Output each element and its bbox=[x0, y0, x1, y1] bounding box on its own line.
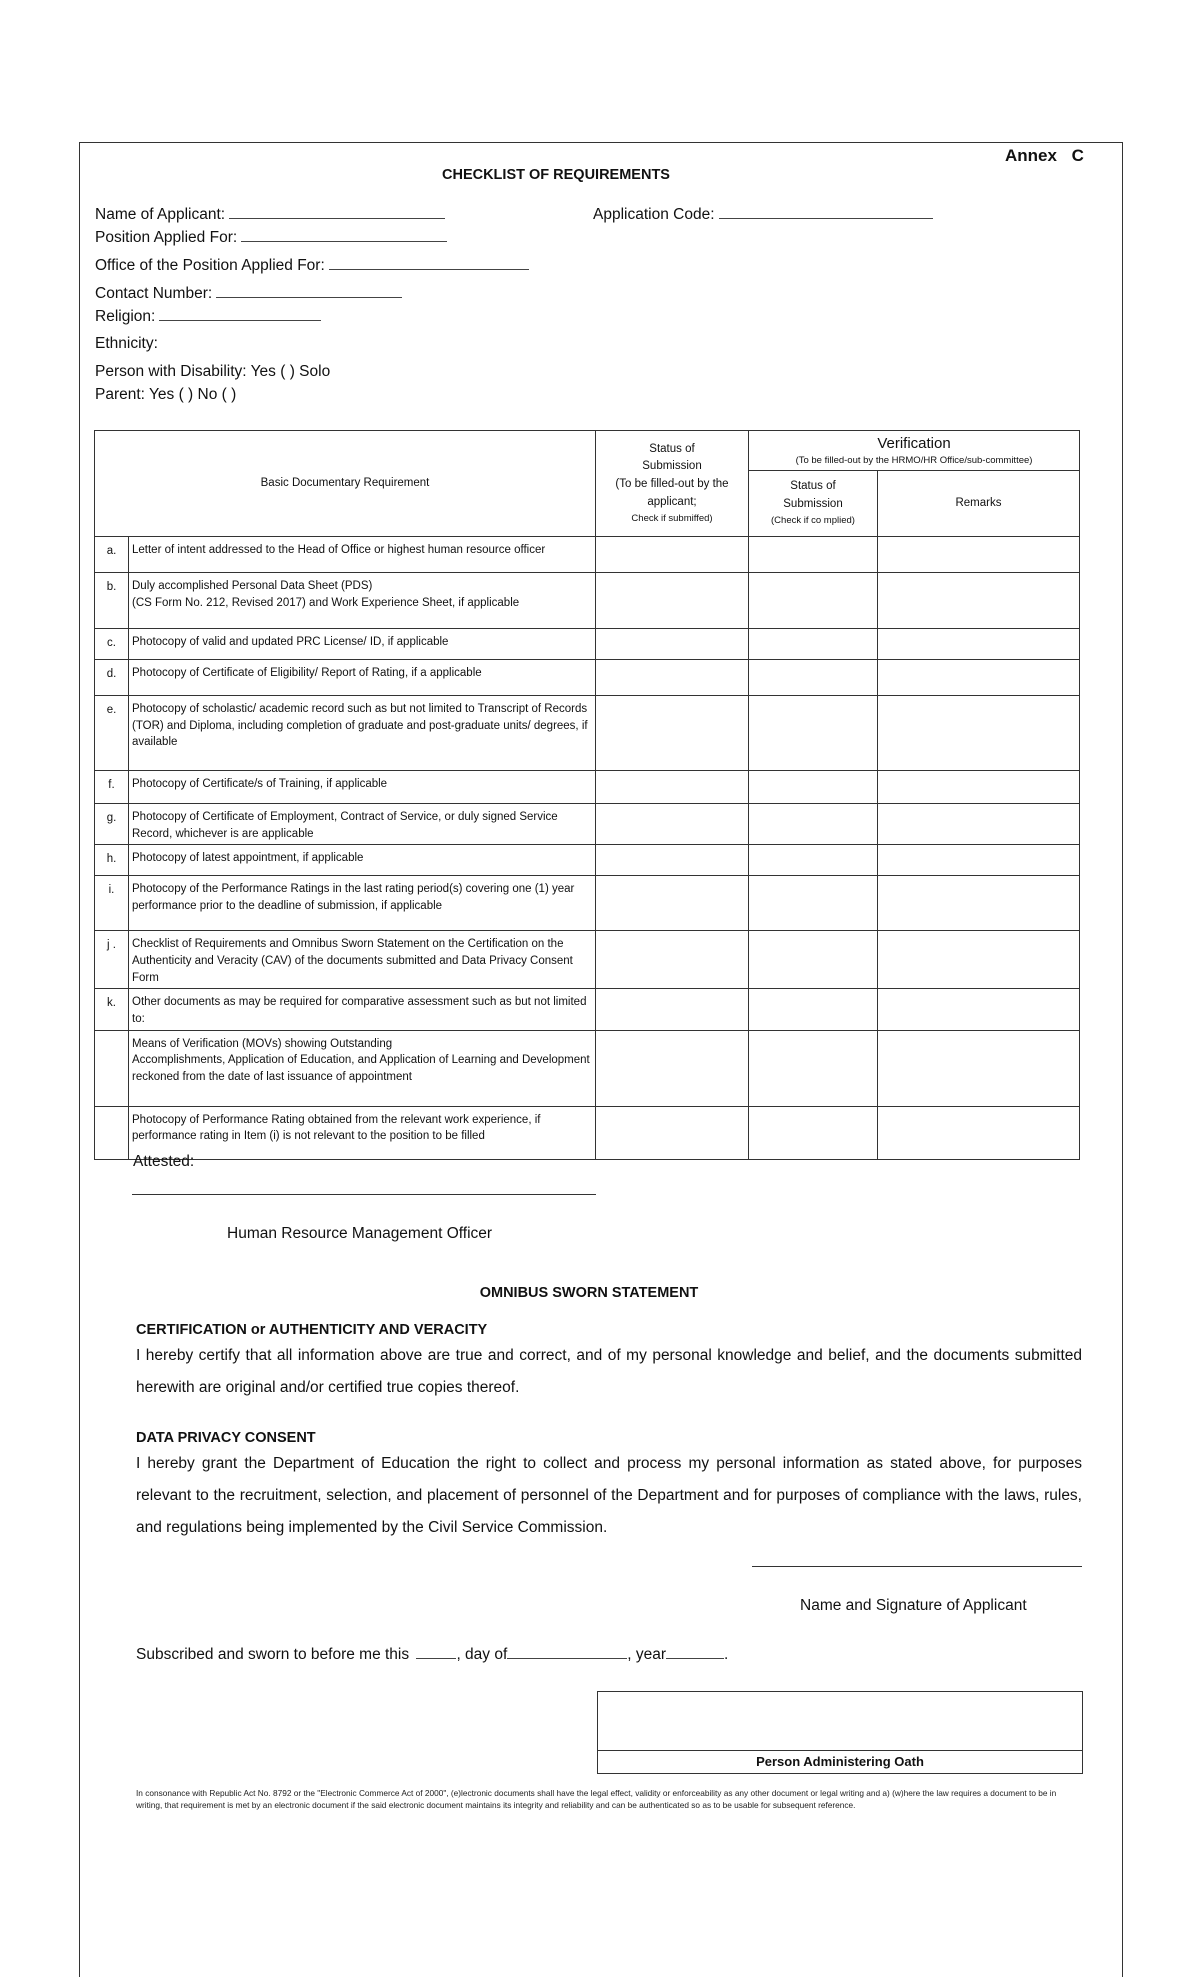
remarks-cell[interactable] bbox=[878, 537, 1080, 573]
row-letter: i. bbox=[95, 876, 129, 931]
applicant-signature-label: Name and Signature of Applicant bbox=[800, 1597, 1027, 1614]
hr-status-cell[interactable] bbox=[749, 989, 878, 1030]
remarks-cell[interactable] bbox=[878, 845, 1080, 876]
remarks-cell[interactable] bbox=[878, 696, 1080, 771]
applicant-status-cell[interactable] bbox=[596, 696, 749, 771]
omnibus-title: OMNIBUS SWORN STATEMENT bbox=[479, 1285, 699, 1301]
table-row bbox=[95, 629, 1080, 660]
applicant-status-cell[interactable] bbox=[596, 537, 749, 573]
position-applied-label: Position Applied For: bbox=[95, 229, 238, 246]
application-code-label: Application Code: bbox=[593, 206, 715, 223]
contact-number-line[interactable] bbox=[216, 296, 402, 298]
hr-status-cell[interactable] bbox=[749, 629, 878, 660]
col-status-header: Status of Submission (To be filled-out by the applicant; Check if submiffed) bbox=[596, 431, 749, 537]
applicant-status-cell[interactable] bbox=[596, 1030, 749, 1106]
pwd-field[interactable]: Person with Disability: Yes ( ) Solo bbox=[95, 363, 331, 380]
row-requirement-text: Photocopy of scholastic/ academic record such as but not limited to Transcript of Records (TOR) and Diploma, including completion of graduate and post-graduate units/ degrees, if available bbox=[129, 696, 596, 771]
table-row bbox=[95, 845, 1080, 876]
remarks-cell[interactable] bbox=[878, 804, 1080, 845]
row-requirement-text: Means of Verification (MOVs) showing Outstanding Accomplishments, Application of Education, and Application of Learning and Development reckoned from the date of last issuance of appointment bbox=[129, 1030, 596, 1106]
row-letter: b. bbox=[95, 573, 129, 629]
row-requirement-text: Photocopy of Certificate of Eligibility/ Report of Rating, if a applicable bbox=[129, 660, 596, 696]
application-code-line[interactable] bbox=[719, 217, 933, 219]
table-row bbox=[95, 1106, 1080, 1159]
oath-box[interactable] bbox=[597, 1691, 1083, 1774]
table-header-row bbox=[95, 431, 1080, 471]
sworn-statement-line bbox=[136, 1646, 728, 1664]
oath-label: Person Administering Oath bbox=[598, 1750, 1082, 1773]
remarks-cell[interactable] bbox=[878, 1030, 1080, 1106]
sworn-text-c: , year bbox=[627, 1646, 667, 1663]
applicant-status-cell[interactable] bbox=[596, 804, 749, 845]
hr-status-cell[interactable] bbox=[749, 660, 878, 696]
remarks-cell[interactable] bbox=[878, 1106, 1080, 1159]
sworn-day-blank[interactable] bbox=[416, 1657, 456, 1659]
verification-header: Verification (To be filled-out by the HRMO/HR Office/sub-committee) bbox=[749, 431, 1080, 471]
remarks-cell[interactable] bbox=[878, 771, 1080, 804]
applicant-status-cell[interactable] bbox=[596, 845, 749, 876]
sworn-text-b: , day of bbox=[456, 1646, 508, 1663]
religion-line[interactable] bbox=[159, 319, 321, 321]
position-applied-field[interactable] bbox=[95, 229, 447, 247]
office-field[interactable] bbox=[95, 257, 529, 275]
sworn-text-d: . bbox=[724, 1646, 729, 1663]
row-requirement-text: Photocopy of latest appointment, if applicable bbox=[129, 845, 596, 876]
religion-label: Religion: bbox=[95, 308, 156, 325]
table-row bbox=[95, 931, 1080, 989]
annex-label: Annex C bbox=[1005, 146, 1084, 165]
religion-field[interactable] bbox=[95, 308, 321, 326]
hr-status-cell[interactable] bbox=[749, 573, 878, 629]
hr-status-cell[interactable] bbox=[749, 876, 878, 931]
table-row bbox=[95, 876, 1080, 931]
table-row bbox=[95, 989, 1080, 1030]
office-line[interactable] bbox=[329, 268, 529, 270]
hr-status-cell[interactable] bbox=[749, 696, 878, 771]
applicant-status-cell[interactable] bbox=[596, 931, 749, 989]
applicant-status-cell[interactable] bbox=[596, 989, 749, 1030]
contact-number-field[interactable] bbox=[95, 285, 402, 303]
page-title: CHECKLIST OF REQUIREMENTS bbox=[442, 167, 670, 183]
hr-status-cell[interactable] bbox=[749, 804, 878, 845]
col-requirement-header: Basic Documentary Requirement bbox=[95, 431, 596, 537]
ethnicity-label: Ethnicity: bbox=[95, 335, 158, 352]
applicant-status-cell[interactable] bbox=[596, 629, 749, 660]
solo-parent-field[interactable]: Parent: Yes ( ) No ( ) bbox=[95, 386, 237, 403]
row-requirement-text: Letter of intent addressed to the Head of Office or highest human resource officer bbox=[129, 537, 596, 573]
requirements-table bbox=[94, 430, 1080, 1160]
privacy-text: I hereby grant the Department of Education the right to collect and process my personal information as stated above, for purposes relevant to the recruitment, selection, and placement of personnel of the Department and for purposes of compliance with the laws, rules, and regulations being implemented by the Civil Service Commission. bbox=[136, 1455, 1082, 1536]
applicant-status-cell[interactable] bbox=[596, 876, 749, 931]
table-row bbox=[95, 573, 1080, 629]
row-letter: e. bbox=[95, 696, 129, 771]
certification-heading: CERTIFICATION or AUTHENTICITY AND VERACITY bbox=[136, 1322, 488, 1338]
row-letter: d. bbox=[95, 660, 129, 696]
row-requirement-text: Photocopy of Certificate of Employment, Contract of Service, or duly signed Service Record, whichever is are applicable bbox=[129, 804, 596, 845]
hr-status-cell[interactable] bbox=[749, 1106, 878, 1159]
remarks-cell[interactable] bbox=[878, 876, 1080, 931]
hr-status-cell[interactable] bbox=[749, 931, 878, 989]
row-requirement-text: Checklist of Requirements and Omnibus Sworn Statement on the Certification on the Authenticity and Veracity (CAV) of the documents submitted and Data Privacy Consent Form bbox=[129, 931, 596, 989]
row-letter: h. bbox=[95, 845, 129, 876]
contact-number-label: Contact Number: bbox=[95, 285, 213, 302]
position-applied-line[interactable] bbox=[241, 240, 447, 242]
office-label: Office of the Position Applied For: bbox=[95, 257, 325, 274]
sworn-month-blank[interactable] bbox=[507, 1657, 627, 1659]
ver-status-header: Status of Submission (Check if co mplied) bbox=[749, 471, 878, 537]
table-row bbox=[95, 804, 1080, 845]
row-requirement-text: Photocopy of valid and updated PRC License/ ID, if applicable bbox=[129, 629, 596, 660]
row-letter bbox=[95, 1106, 129, 1159]
certification-text: I hereby certify that all information above are true and correct, and of my personal knowledge and belief, and the documents submitted herewith are original and/or certified true copies thereof. bbox=[136, 1347, 1082, 1396]
application-code-field[interactable] bbox=[593, 206, 933, 224]
row-letter: f. bbox=[95, 771, 129, 804]
table-row bbox=[95, 537, 1080, 573]
remarks-cell[interactable] bbox=[878, 573, 1080, 629]
hr-status-cell[interactable] bbox=[749, 537, 878, 573]
name-of-applicant-label: Name of Applicant: bbox=[95, 206, 226, 223]
table-row bbox=[95, 1030, 1080, 1106]
row-letter: k. bbox=[95, 989, 129, 1030]
name-of-applicant-field[interactable] bbox=[95, 206, 445, 224]
applicant-status-cell[interactable] bbox=[596, 660, 749, 696]
row-letter bbox=[95, 1030, 129, 1106]
row-letter: j . bbox=[95, 931, 129, 989]
remarks-header: Remarks bbox=[878, 471, 1080, 537]
table-row bbox=[95, 771, 1080, 804]
remarks-cell[interactable] bbox=[878, 931, 1080, 989]
hr-status-cell[interactable] bbox=[749, 845, 878, 876]
footnote: In consonance with Republic Act No. 8792 or the "Electronic Commerce Act of 2000", (e)lectronic documents shall have the legal effect, validity or enforceability as any other document or legal writing and a) (w)here the law requires a document to be in writing, that requirement is met by an electronic document if the said electronic document maintains its integrity and reliability and can be authenticated so as to be usable for subsequent reference. bbox=[136, 1788, 1057, 1810]
applicant-status-cell[interactable] bbox=[596, 573, 749, 629]
row-letter: a. bbox=[95, 537, 129, 573]
table-row bbox=[95, 660, 1080, 696]
remarks-cell[interactable] bbox=[878, 989, 1080, 1030]
row-letter: g. bbox=[95, 804, 129, 845]
row-requirement-text: Photocopy of Performance Rating obtained from the relevant work experience, if performance rating in Item (i) is not relevant to the position to be filled bbox=[129, 1106, 596, 1159]
hrmo-title: Human Resource Management Officer bbox=[227, 1225, 493, 1242]
attested-signature-line[interactable] bbox=[132, 1194, 596, 1195]
table-row bbox=[95, 696, 1080, 771]
requirements-body bbox=[95, 537, 1080, 1160]
row-requirement-text: Duly accomplished Personal Data Sheet (PDS) (CS Form No. 212, Revised 2017) and Work Experience Sheet, if applicable bbox=[129, 573, 596, 629]
sworn-year-blank[interactable] bbox=[666, 1657, 724, 1659]
attested-label: Attested: bbox=[133, 1153, 195, 1170]
applicant-signature-line[interactable] bbox=[752, 1566, 1082, 1567]
hr-status-cell[interactable] bbox=[749, 771, 878, 804]
row-requirement-text: Photocopy of the Performance Ratings in the last rating period(s) covering one (1) year performance prior to the deadline of submission, if applicable bbox=[129, 876, 596, 931]
privacy-heading: DATA PRIVACY CONSENT bbox=[136, 1430, 316, 1446]
remarks-cell[interactable] bbox=[878, 629, 1080, 660]
remarks-cell[interactable] bbox=[878, 660, 1080, 696]
row-letter: c. bbox=[95, 629, 129, 660]
applicant-status-cell[interactable] bbox=[596, 1106, 749, 1159]
row-requirement-text: Photocopy of Certificate/s of Training, if applicable bbox=[129, 771, 596, 804]
row-requirement-text: Other documents as may be required for comparative assessment such as but not limited to: bbox=[129, 989, 596, 1030]
sworn-text-a: Subscribed and sworn to before me this bbox=[136, 1646, 410, 1663]
applicant-status-cell[interactable] bbox=[596, 771, 749, 804]
name-of-applicant-line[interactable] bbox=[229, 217, 445, 219]
hr-status-cell[interactable] bbox=[749, 1030, 878, 1106]
